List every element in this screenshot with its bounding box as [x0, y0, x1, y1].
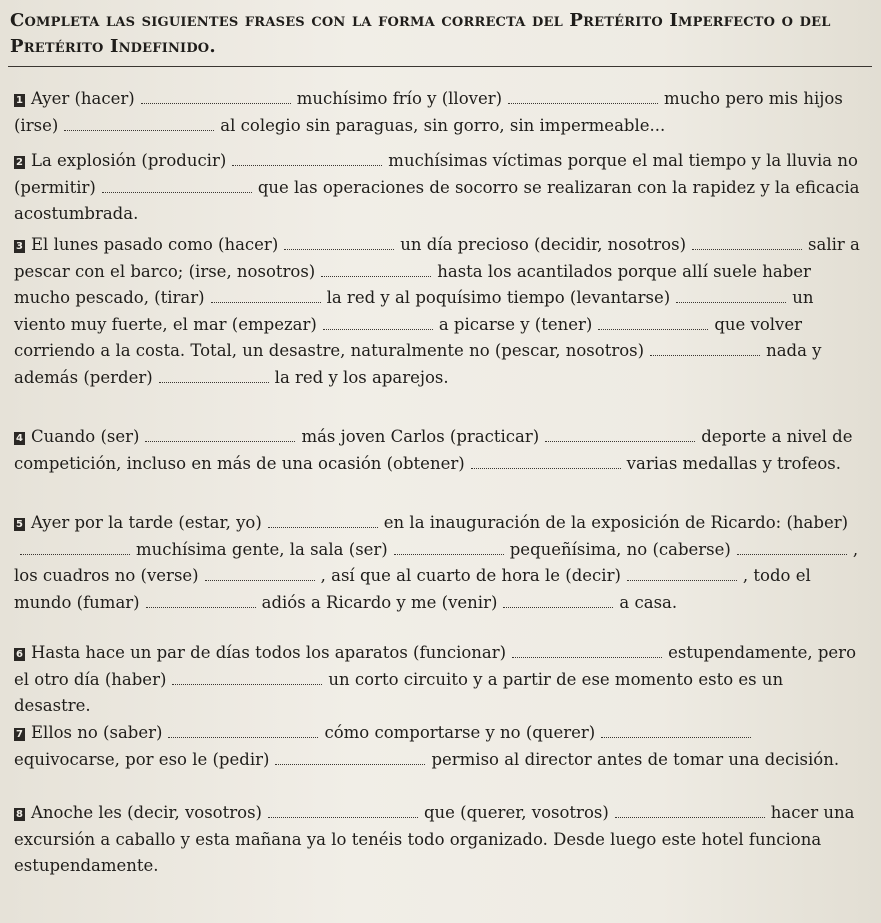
exercise-text: más joven Carlos (practicar) [301, 427, 540, 446]
answer-blank[interactable] [692, 239, 802, 250]
exercise-text: la red y los aparejos. [274, 367, 449, 387]
answer-blank[interactable] [627, 570, 737, 581]
exercise-number: 1 [14, 94, 25, 107]
answer-blank[interactable] [268, 807, 418, 818]
answer-blank[interactable] [598, 319, 708, 330]
exercise-text: equivocarse, por eso le (pedir) [14, 749, 270, 769]
answer-blank[interactable] [146, 597, 256, 608]
exercise-1 [14, 86, 860, 139]
answer-blank[interactable] [601, 727, 751, 738]
exercise-number: 6 [14, 648, 25, 661]
answer-blank[interactable] [508, 93, 658, 104]
exercise-text: la red y al poquísimo tiempo (levantarse) [326, 288, 671, 308]
answer-blank[interactable] [102, 182, 252, 193]
exercise-text: salir a pescar con el barco; (irse, nosotros) [14, 235, 860, 281]
exercise-text: un viento muy fuerte, el mar (empezar) [14, 288, 814, 334]
exercise-text: a casa. [619, 592, 678, 612]
exercise-text: , los cuadros no (verse) [14, 539, 859, 586]
exercise-text: al colegio sin paraguas, sin gorro, sin impermeable... [220, 115, 666, 135]
exercise-text: Anoche les (decir, vosotros) [31, 803, 262, 822]
exercise-text: hacer una excursión a caballo y esta mañana ya lo tenéis todo organizado. Desde luego este hotel funciona estupendamente. [14, 803, 855, 876]
answer-blank[interactable] [503, 597, 613, 608]
answer-blank[interactable] [545, 431, 695, 442]
exercise-text: a picarse y (tener) [438, 314, 593, 334]
exercise-text: en la inauguración de la exposición de Ricardo: (haber) [383, 513, 849, 532]
answer-blank[interactable] [145, 431, 295, 442]
exercise-text: Ayer por la tarde (estar, yo) [31, 513, 262, 532]
title-divider [8, 66, 872, 67]
exercise-text: varias medallas y trofeos. [626, 453, 841, 473]
answer-blank[interactable] [737, 544, 847, 555]
answer-blank[interactable] [394, 544, 504, 555]
exercise-text: , todo el mundo (fumar) [14, 566, 811, 612]
answer-blank[interactable] [275, 754, 425, 765]
answer-blank[interactable] [141, 93, 291, 104]
exercise-6 [14, 640, 860, 720]
exercise-text: El lunes pasado como (hacer) [31, 235, 279, 254]
answer-blank[interactable] [159, 372, 269, 383]
answer-blank[interactable] [471, 458, 621, 469]
exercise-number: 7 [14, 728, 25, 741]
exercise-text: deporte a nivel de competición, incluso en más de una ocasión (obtener) [14, 427, 853, 473]
answer-blank[interactable] [211, 292, 321, 303]
exercise-text: un corto circuito y a partir de ese momento esto es un desastre. [14, 669, 784, 716]
exercise-text: La explosión (producir) [31, 151, 227, 170]
exercise-3 [14, 232, 860, 392]
exercise-text: cómo comportarse y no (querer) [324, 723, 596, 742]
exercise-text: hasta los acantilados porque allí suele haber mucho pescado, (tirar) [14, 261, 811, 308]
answer-blank[interactable] [268, 517, 378, 528]
answer-blank[interactable] [64, 120, 214, 131]
exercise-text: un día precioso (decidir, nosotros) [400, 235, 687, 254]
exercise-text: , así que al cuarto de hora le (decir) [320, 566, 621, 586]
exercise-text: muchísimo frío y (llover) [296, 89, 503, 108]
exercise-5 [14, 510, 860, 616]
answer-blank[interactable] [512, 647, 662, 658]
exercise-4 [14, 424, 860, 477]
exercise-text: permiso al director antes de tomar una decisión. [431, 749, 840, 769]
exercise-text: Ayer (hacer) [31, 89, 135, 108]
exercise-title: Completa las siguientes frases con la forma correcta del Pretérito Imperfecto o del Pretérito Indefinido. [10, 10, 831, 57]
exercise-number: 3 [14, 240, 25, 253]
answer-blank[interactable] [172, 674, 322, 685]
exercise-text: Cuando (ser) [31, 427, 140, 446]
exercise-text: nada y además (perder) [14, 341, 822, 387]
answer-blank[interactable] [20, 544, 130, 555]
exercise-text: que las operaciones de socorro se realizaran con la rapidez y la eficacia acostumbrada. [14, 177, 860, 224]
exercise-2 [14, 148, 860, 228]
exercise-8 [14, 800, 860, 880]
answer-blank[interactable] [284, 239, 394, 250]
answer-blank[interactable] [321, 266, 431, 277]
exercise-text: muchísima gente, la sala (ser) [136, 539, 388, 559]
exercise-number: 8 [14, 808, 25, 821]
answer-blank[interactable] [676, 292, 786, 303]
answer-blank[interactable] [168, 727, 318, 738]
exercise-text: mucho pero mis hijos (irse) [14, 89, 843, 135]
exercise-number: 2 [14, 156, 25, 169]
exercise-text: que (querer, vosotros) [423, 803, 609, 822]
exercise-text: muchísimas víctimas porque el mal tiempo y la lluvia no (permitir) [14, 151, 858, 197]
exercise-number: 5 [14, 518, 25, 531]
answer-blank[interactable] [232, 155, 382, 166]
exercise-text: pequeñísima, no (caberse) [509, 539, 731, 559]
exercise-7 [14, 720, 860, 773]
exercise-text: estupendamente, pero el otro día (haber) [14, 643, 857, 689]
exercise-text: Ellos no (saber) [31, 723, 163, 742]
exercise-text: que volver corriendo a la costa. Total, un desastre, naturalmente no (pescar, nosotros) [14, 314, 803, 361]
answer-blank[interactable] [615, 807, 765, 818]
answer-blank[interactable] [205, 570, 315, 581]
answer-blank[interactable] [323, 319, 433, 330]
exercise-text: adiós a Ricardo y me (venir) [261, 592, 498, 612]
exercise-text: Hasta hace un par de días todos los aparatos (funcionar) [31, 643, 507, 662]
exercise-number: 4 [14, 432, 25, 445]
answer-blank[interactable] [650, 345, 760, 356]
